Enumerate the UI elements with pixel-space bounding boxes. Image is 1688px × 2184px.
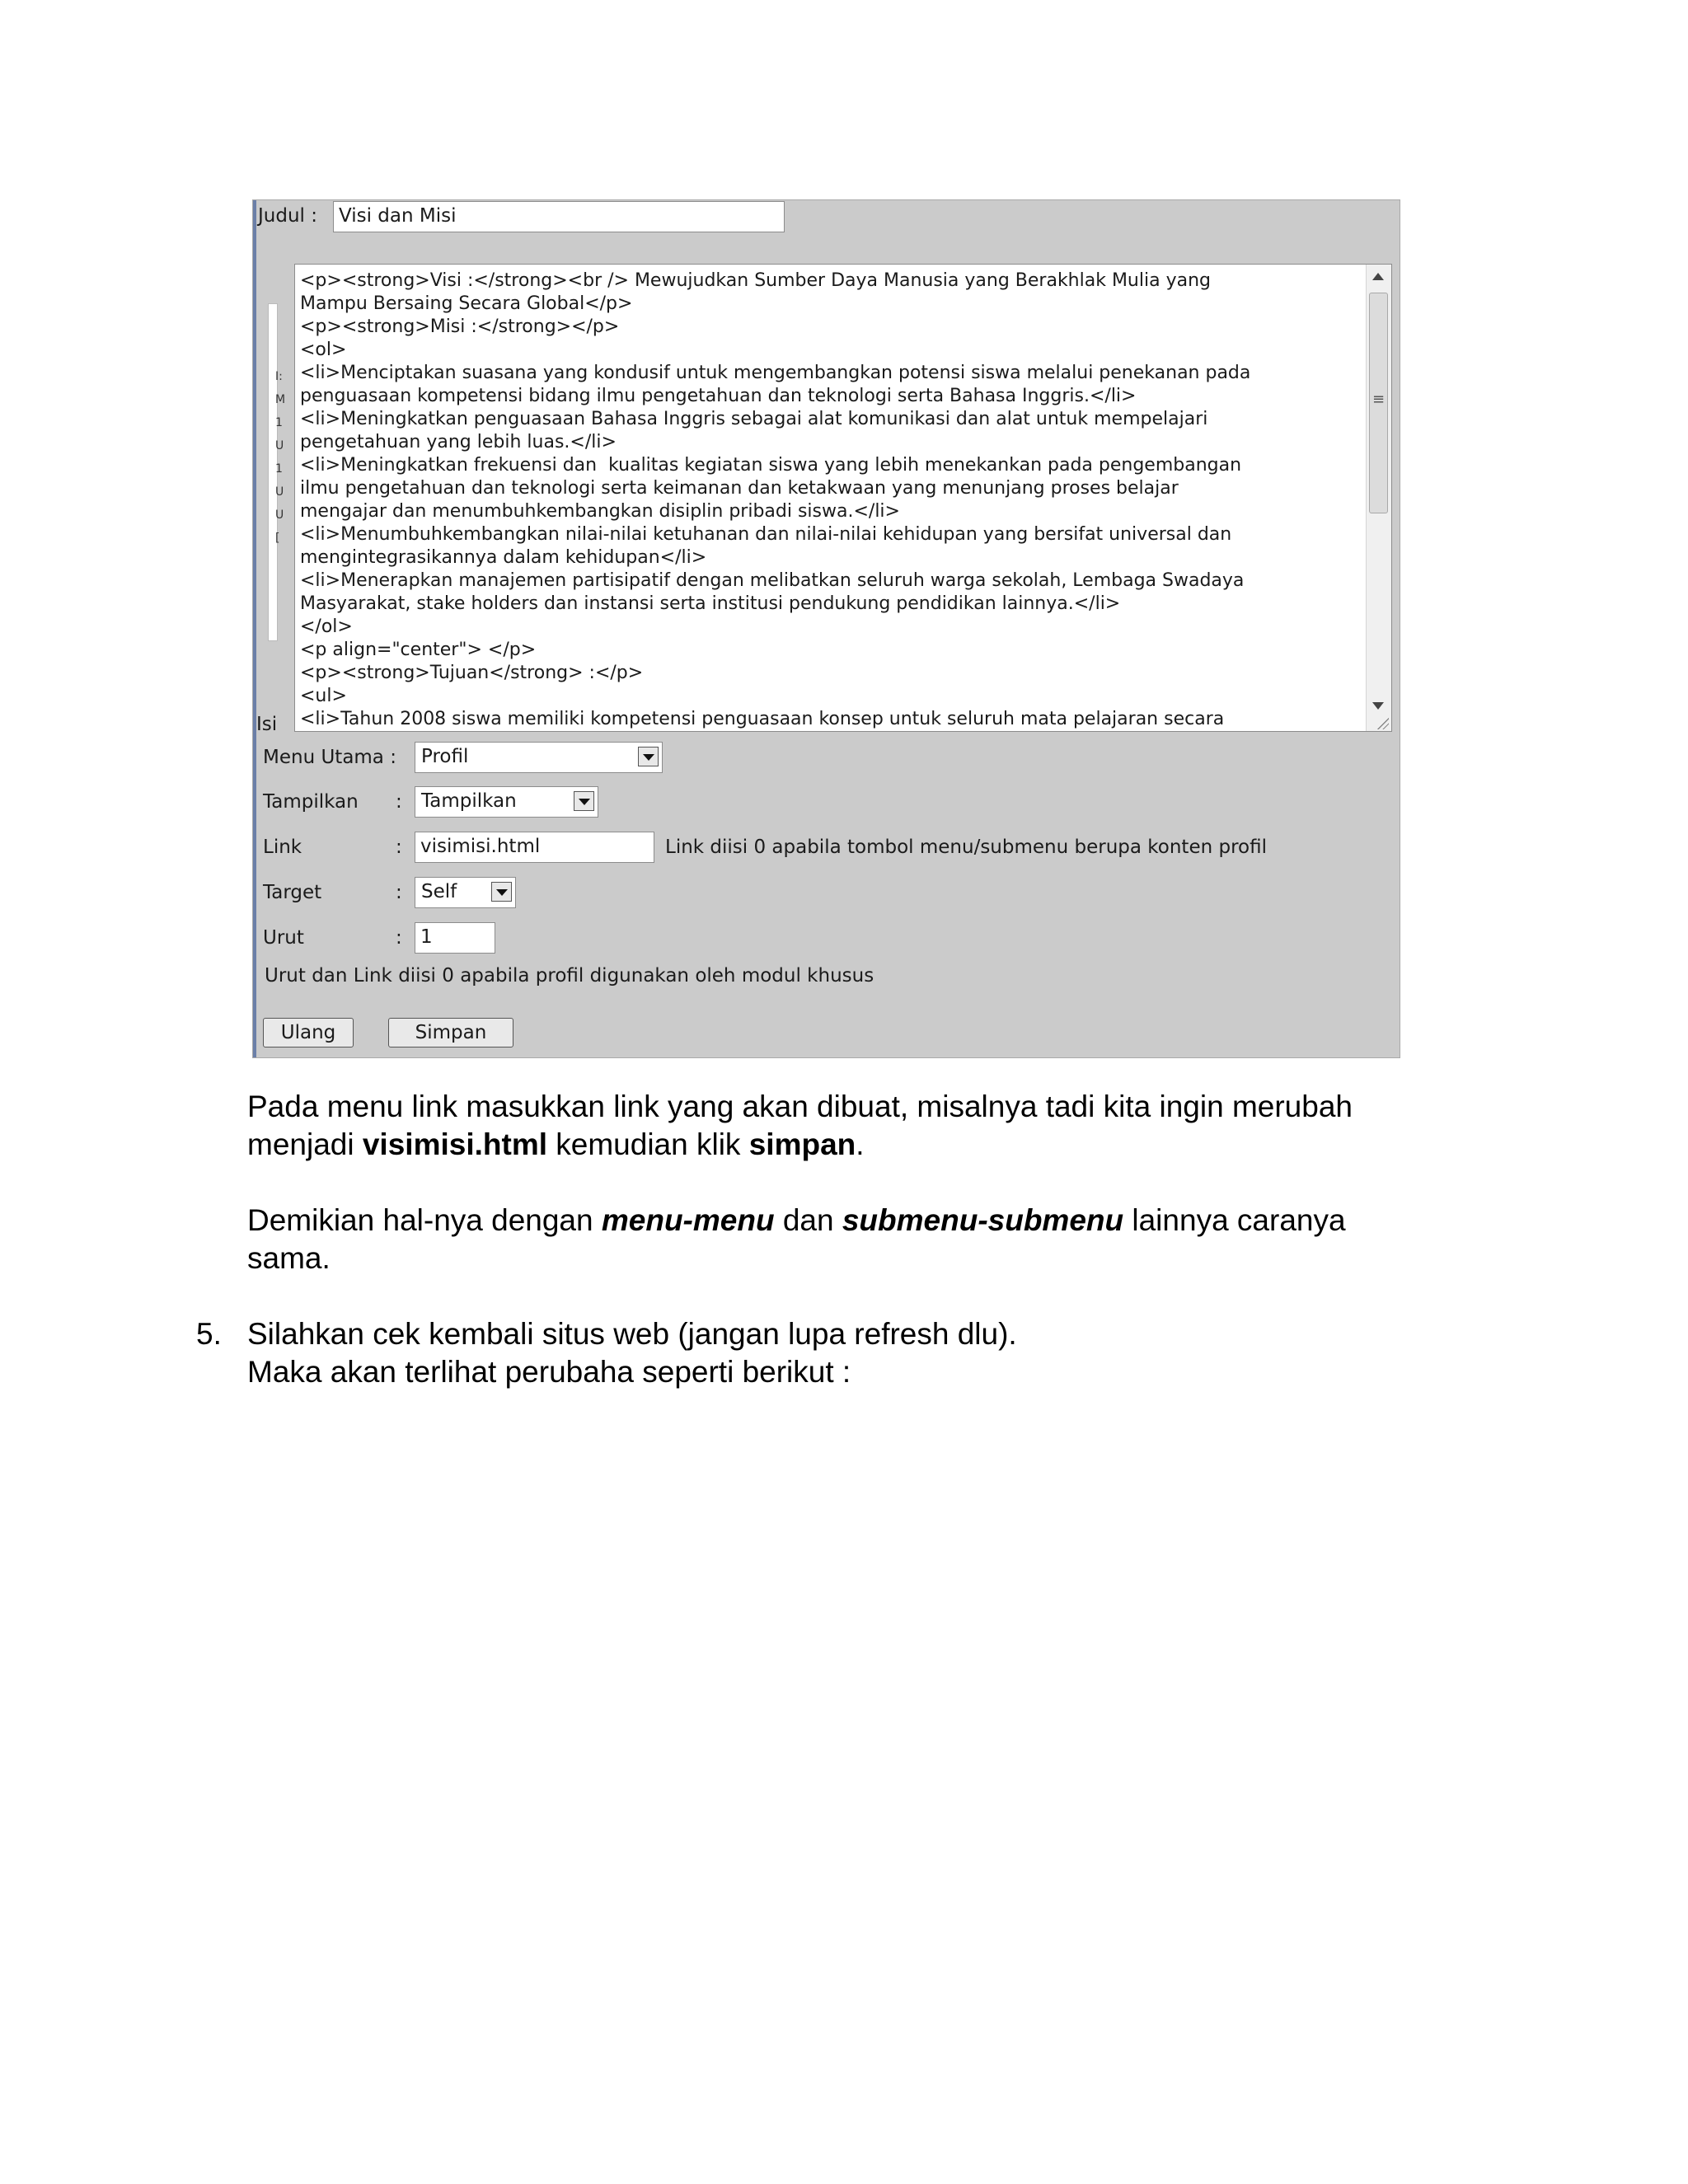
isi-line: <ol> (300, 340, 347, 360)
urut-input[interactable]: 1 (415, 922, 495, 954)
panel-left-border (253, 200, 256, 1057)
isi-line: <li>Menerapkan manajemen partisipatif dengan melibatkan seluruh warga sekolah, Lembaga Swadaya (300, 570, 1245, 591)
urut-label: Urut (263, 927, 304, 949)
visimisi-bold: visimisi.html (362, 1127, 547, 1161)
isi-line: <li>Meningkatkan frekuensi dan kualitas kegiatan siswa yang lebih menekankan pada pengembangan (300, 455, 1242, 476)
isi-line: Mampu Bersaing Secara Global</p> (300, 293, 633, 314)
urut-link-note: Urut dan Link diisi 0 apabila profil digunakan oleh modul khusus (265, 965, 874, 987)
side-char: U (275, 509, 284, 522)
paragraph-link-instruction (247, 1088, 1353, 1164)
target-label: Target (263, 882, 322, 903)
para2-line2: sama. (247, 1241, 331, 1275)
side-char: I: (275, 370, 283, 383)
dropdown-arrow-icon[interactable] (638, 747, 659, 766)
submenu-bold-italic: submenu-submenu (842, 1203, 1124, 1237)
isi-line: pengetahuan yang lebih luas.</li> (300, 432, 617, 452)
menu-utama-value: Profil (421, 746, 469, 767)
menu-utama-select[interactable] (415, 742, 663, 773)
isi-line: <p align="center"> </p> (300, 640, 537, 660)
target-colon: : (396, 882, 402, 903)
para1-period: . (856, 1127, 865, 1161)
para2-line1 (247, 1202, 1346, 1240)
isi-line: <li>Menciptakan suasana yang kondusif untuk mengembangkan potensi siswa melalui penekanan pada (300, 363, 1251, 383)
tampilkan-colon: : (396, 791, 402, 813)
tampilkan-select[interactable] (415, 786, 598, 818)
isi-label: Isi (256, 714, 278, 735)
resize-grip-icon[interactable] (1377, 718, 1389, 729)
judul-input[interactable]: Visi dan Misi (333, 201, 785, 232)
side-char: U (275, 485, 284, 499)
para1-line1: Pada menu link masukkan link yang akan dibuat, misalnya tadi kita ingin merubah (247, 1090, 1353, 1123)
menu-menu-bold-italic: menu-menu (601, 1203, 775, 1237)
tampilkan-label: Tampilkan (263, 791, 359, 813)
side-char: U (275, 439, 284, 452)
side-char: 1 (275, 416, 283, 429)
target-select[interactable] (415, 877, 516, 908)
side-char: 1 (275, 462, 283, 476)
isi-line: ilmu pengetahuan dan teknologi serta keimanan dan ketakwaan yang menunjang proses belajar (300, 478, 1179, 499)
para2-text: Demikian hal-nya dengan (247, 1203, 602, 1237)
isi-line: penguasaan kompetensi bidang ilmu pengetahuan dan teknologi serta Bahasa Inggris.</li> (300, 386, 1137, 406)
link-hint: Link diisi 0 apabila tombol menu/submenu berupa konten profil (665, 837, 1267, 858)
list-item-number: 5. (196, 1317, 222, 1351)
scroll-up-arrow-icon[interactable] (1372, 273, 1384, 280)
judul-label: Judul : (258, 205, 317, 227)
item5-line2: Maka akan terlihat perubaha seperti berikut : (247, 1355, 851, 1389)
para1-text: menjadi (247, 1127, 363, 1161)
ulang-button[interactable]: Ulang (263, 1018, 354, 1047)
para1-line2 (247, 1126, 1353, 1164)
target-value: Self (421, 881, 457, 902)
side-char: M (275, 393, 286, 406)
profile-edit-form (252, 199, 1400, 1058)
simpan-bold: simpan (748, 1127, 856, 1161)
menu-utama-label: Menu Utama : (263, 747, 396, 768)
para1-text2: kemudian klik (547, 1127, 749, 1161)
para2-text3: lainnya caranya (1123, 1203, 1346, 1237)
isi-line: <p><strong>Visi :</strong><br /> Mewujudkan Sumber Daya Manusia yang Berakhlak Mulia yang (300, 270, 1211, 291)
scroll-down-arrow-icon[interactable] (1372, 702, 1384, 710)
item5-line1: Silahkan cek kembali situs web (jangan lupa refresh dlu). (247, 1317, 1017, 1351)
isi-line: Masyarakat, stake holders dan instansi serta institusi pendukung pendidikan lainnya.</li> (300, 593, 1121, 614)
isi-line: mengajar dan menumbuhkembangkan disiplin pribadi siswa.</li> (300, 501, 900, 522)
isi-line: </ol> (300, 616, 353, 637)
scroll-thumb[interactable] (1369, 293, 1388, 513)
isi-line: <li>Tahun 2008 siswa memiliki kompetensi penguasaan konsep untuk seluruh mata pelajaran secara (300, 709, 1225, 729)
isi-textarea[interactable] (294, 264, 1392, 732)
simpan-button[interactable]: Simpan (388, 1018, 513, 1047)
tampilkan-value: Tampilkan (421, 790, 517, 812)
isi-line: mengintegrasikannya dalam kehidupan</li> (300, 547, 707, 568)
list-item-5 (247, 1315, 1017, 1391)
isi-line: <li>Menumbuhkembangkan nilai-nilai ketuhanan dan nilai-nilai kehidupan yang bersifat universal dan (300, 524, 1232, 545)
textarea-scrollbar[interactable] (1366, 265, 1391, 731)
link-label: Link (263, 837, 302, 858)
link-colon: : (396, 837, 402, 858)
link-input[interactable]: visimisi.html (415, 832, 654, 863)
isi-line: <p><strong>Misi :</strong></p> (300, 316, 620, 337)
dropdown-arrow-icon[interactable] (574, 791, 594, 811)
isi-line: <p><strong>Tujuan</strong> :</p> (300, 663, 644, 683)
isi-line: <li>Meningkatkan penguasaan Bahasa Inggris sebagai alat komunikasi dan alat untuk mempelajari (300, 409, 1208, 429)
dropdown-arrow-icon[interactable] (491, 882, 512, 902)
isi-line: <ul> (300, 686, 347, 706)
paragraph-menu-note (247, 1202, 1346, 1277)
isi-content (295, 265, 1391, 731)
urut-colon: : (396, 927, 402, 949)
side-char: [ (275, 532, 280, 545)
para2-text2: dan (774, 1203, 842, 1237)
editor-left-labels (275, 365, 285, 550)
